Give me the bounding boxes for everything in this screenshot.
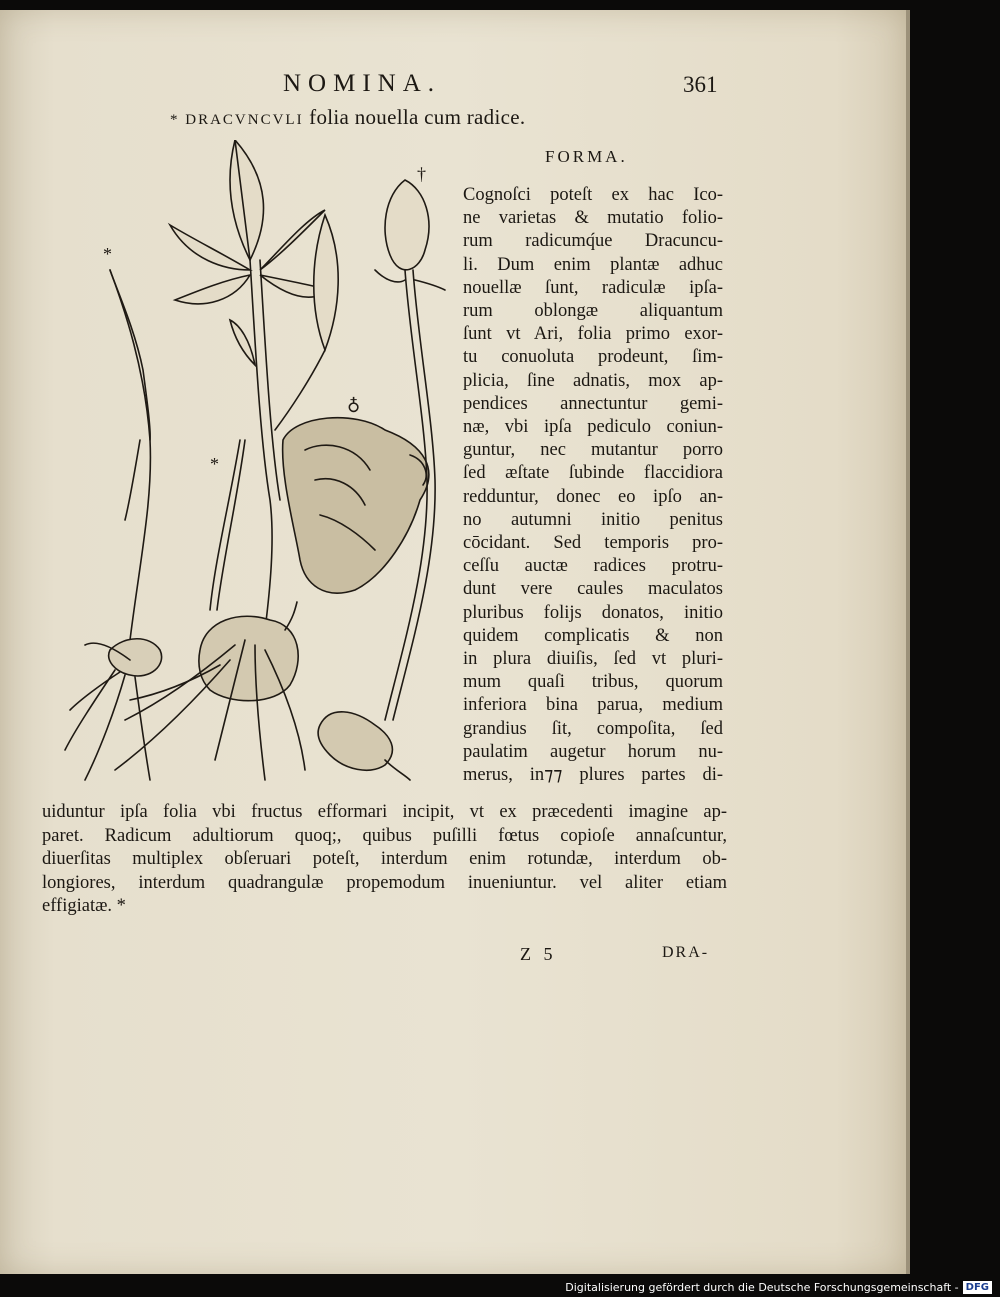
full-width-text-line: diuerſitas multiplex obſeruari poteſt, interdum enim rotundæ, interdum ob- (42, 849, 727, 869)
tuber-root (283, 418, 429, 593)
center-plant-stem (250, 260, 272, 630)
column-text-line: ceſſu auctæ radices protru- (463, 556, 723, 577)
center-top-leaf (230, 140, 264, 260)
catchword: DRA- (662, 944, 710, 961)
column-text-line: inferiora bina parua, medium (463, 695, 723, 716)
signature-mark: Z 5 (520, 944, 557, 964)
digitization-footer (565, 1281, 992, 1294)
full-width-text-line: uiduntur ipſa folia vbi fructus efformari incipit, vt ex præcedenti imagine ap- (42, 802, 727, 822)
column-text-line: ne varietas & mutatio folio- (463, 208, 723, 229)
full-width-text-line: paret. Radicum adultiorum quoq;, quibus puſilli fœtus copioſe annaſcuntur, (42, 825, 727, 846)
column-text-line: pendices annectuntur gemi- (463, 393, 723, 414)
dracunculus-woodcut-illustration (55, 140, 455, 800)
column-text-line: ſunt vt Ari, folia primo exor- (463, 324, 723, 345)
caption-prefix: * DRACVNCVLI (170, 112, 304, 128)
column-text-line: dunt vere caules maculatos (463, 579, 723, 600)
page-number: 361 (683, 72, 718, 97)
center-bulb (199, 616, 298, 700)
mark-middle-asterisk: * (210, 454, 219, 474)
column-text-line: mum quaſi tribus, quorum (463, 672, 723, 693)
full-width-text-line: longiores, interdum quadrangulæ propemodum inueniuntur. vel aliter etiam (42, 872, 727, 893)
full-width-text-line: effigiatæ. * (42, 896, 126, 916)
mark-right-dagger: † (417, 164, 426, 184)
mark-left-asterisk: * (103, 244, 112, 264)
left-seedling-root (109, 639, 162, 676)
column-text (463, 184, 723, 787)
page-edge (906, 10, 910, 1274)
column-text-line: rum radicumq́ue Dracuncu- (463, 231, 723, 252)
right-root (318, 712, 392, 770)
column-text-line: ſed æſtate ſubinde flaccidiora (463, 463, 723, 484)
running-headline: NOMINA. (283, 70, 442, 97)
column-text-line: merus, in⁊⁊ plures partes di- (463, 765, 723, 786)
mark-tuber-symbol: ♁ (347, 396, 361, 416)
section-title: FORMA. (545, 147, 628, 166)
footer-credit: Digitalisierung gefördert durch die Deutsche Forschungsgemeinschaft - (565, 1281, 959, 1294)
column-text-line: cōcidant. Sed temporis pro- (463, 533, 723, 554)
dfg-logo: DFG (963, 1281, 992, 1294)
column-text-line: no autumni initio penitus (463, 509, 723, 530)
full-width-text (42, 801, 727, 919)
column-text-line: guntur, nec mutantur porro (463, 440, 723, 461)
right-flower-bud (385, 180, 429, 270)
column-text-line: grandius ſit, compoſita, ſed (463, 718, 723, 739)
column-text-line: quidem complicatis & non (463, 625, 723, 646)
column-text-line: paulatim augetur horum nu- (463, 741, 723, 762)
column-text-line: li. Dum enim plantæ adhuc (463, 254, 723, 275)
column-text-line: nouellæ ſunt, radiculæ ipſa- (463, 277, 723, 298)
column-text-line: tu conuoluta prodeunt, ſim- (463, 347, 723, 368)
caption-rest: folia nouella cum radice. (309, 105, 526, 129)
column-text-line: redduntur, donec eo ipſo an- (463, 486, 723, 507)
column-text-line: rum oblongæ aliquantum (463, 301, 723, 322)
column-text-line: næ, vbi ipſa pediculo coniun- (463, 417, 723, 438)
column-text-line: in plura diuiſis, ſed vt pluri- (463, 649, 723, 670)
column-text-line: pluribus folijs donatos, initio (463, 602, 723, 623)
figure-caption (170, 105, 525, 130)
column-text-line: Cognoſci poteſt ex hac Ico- (463, 185, 723, 205)
column-text-line: plicia, ſine adnatis, mox ap- (463, 370, 723, 391)
